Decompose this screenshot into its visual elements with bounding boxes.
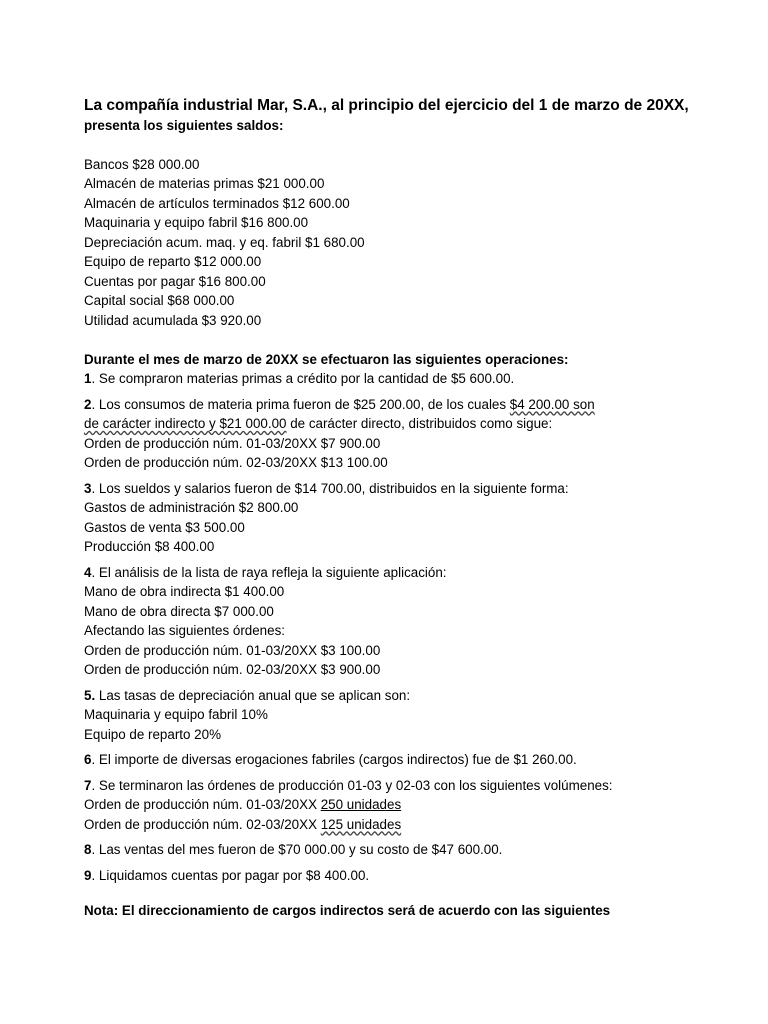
- operation-6: [84, 750, 704, 770]
- flagged-text: $4 200.00 son: [509, 396, 595, 412]
- detail-line: Gastos de administración $2 800.00: [84, 500, 299, 515]
- underlined-text: 125 unidades: [320, 816, 402, 832]
- detail-line: Maquinaria y equipo fabril 10%: [84, 707, 268, 722]
- operation-number: 7: [84, 777, 92, 793]
- detail-line: Orden de producción núm. 02-03/20XX $13 100.00: [84, 455, 388, 470]
- underlined-text: 250 unidades: [320, 797, 402, 812]
- operation-text: . Se compraron materias primas a crédito por la cantidad de $5 600.00.: [91, 371, 515, 386]
- saldo-item: Depreciación acum. maq. y eq. fabril $1 680.00: [84, 234, 365, 250]
- saldos-list: [84, 155, 704, 331]
- operation-text: . Las ventas del mes fueron de $70 000.00 y su costo de $47 600.00.: [91, 842, 503, 857]
- operation-2: [84, 395, 704, 473]
- detail-line: Afectando las siguientes órdenes:: [84, 623, 285, 638]
- operation-number: 5.: [84, 687, 96, 703]
- operation-text: . Los sueldos y salarios fueron de $14 700.00, distribuidos en la siguiente forma:: [91, 480, 569, 496]
- operation-8: [84, 840, 704, 860]
- operation-text: . Se terminaron las órdenes de producción 01-03 y 02-03 con los siguientes volúmenes:: [91, 777, 613, 793]
- operation-number: 2: [84, 396, 92, 412]
- document-subtitle: presenta los siguientes saldos:: [84, 118, 284, 133]
- detail-line: Orden de producción núm. 02-03/20XX $3 900.00: [84, 662, 381, 677]
- operation-text: . El importe de diversas erogaciones fabriles (cargos indirectos) fue de $1 260.00.: [91, 752, 577, 767]
- saldo-item: Equipo de reparto $12 000.00: [84, 254, 262, 269]
- saldo-item: Almacén de materias primas $21 000.00: [84, 176, 325, 191]
- nota-text: Nota: El direccionamiento de cargos indirectos será de acuerdo con las siguientes: [84, 903, 611, 918]
- detail-line: Producción $8 400.00: [84, 539, 215, 554]
- operation-text: de carácter directo, distribuidos como sigue:: [286, 416, 553, 431]
- saldo-item: Cuentas por pagar $16 800.00: [84, 273, 266, 289]
- operation-9: [84, 866, 704, 886]
- saldo-item: Maquinaria y equipo fabril $16 800.00: [84, 215, 309, 230]
- operation-number: 8: [84, 842, 92, 857]
- operation-number: 4: [84, 564, 92, 580]
- saldo-item: Almacén de artículos terminados $12 600.00: [84, 195, 350, 211]
- detail-line: Equipo de reparto 20%: [84, 726, 221, 742]
- operation-5: [84, 686, 704, 745]
- detail-line: Orden de producción núm. 01-03/20XX $3 100.00: [84, 642, 381, 658]
- operation-number: 1: [84, 371, 92, 386]
- saldo-item: Utilidad acumulada $3 920.00: [84, 312, 262, 328]
- detail-line: Orden de producción núm. 01-03/20XX $7 900.00: [84, 435, 381, 451]
- detail-line: Mano de obra indirecta $1 400.00: [84, 584, 285, 599]
- nota: [84, 901, 704, 921]
- operation-text: . Liquidamos cuentas por pagar por $8 400.00.: [91, 867, 370, 883]
- saldo-item: Bancos $28 000.00: [84, 156, 200, 172]
- operaciones-heading: Durante el mes de marzo de 20XX se efectuaron las siguientes operaciones:: [84, 351, 569, 367]
- operation-number: 3: [84, 480, 92, 496]
- document-title: La compañía industrial Mar, S.A., al principio del ejercicio del 1 de marzo de 20XX,: [84, 97, 689, 114]
- saldo-item: Capital social $68 000.00: [84, 293, 235, 308]
- operation-1: [84, 369, 704, 389]
- detail-line: Gastos de venta $3 500.00: [84, 519, 245, 535]
- operation-4: [84, 563, 704, 680]
- operation-number: 6: [84, 752, 92, 767]
- detail-line: Orden de producción núm. 01-03/20XX: [84, 797, 321, 812]
- document-page: [84, 96, 704, 921]
- detail-line: Orden de producción núm. 02-03/20XX: [84, 816, 321, 832]
- operation-text: . Los consumos de materia prima fueron de $25 200.00, de los cuales: [91, 396, 510, 412]
- operation-3: [84, 479, 704, 557]
- operation-text: . El análisis de la lista de raya refleja la siguiente aplicación:: [91, 564, 447, 580]
- operation-7: [84, 776, 704, 835]
- operation-text: Las tasas de depreciación anual que se aplican son:: [95, 687, 411, 703]
- operation-number: 9: [84, 867, 92, 883]
- flagged-text: de carácter indirecto y $21 000.00: [84, 416, 287, 431]
- detail-line: Mano de obra directa $7 000.00: [84, 603, 274, 619]
